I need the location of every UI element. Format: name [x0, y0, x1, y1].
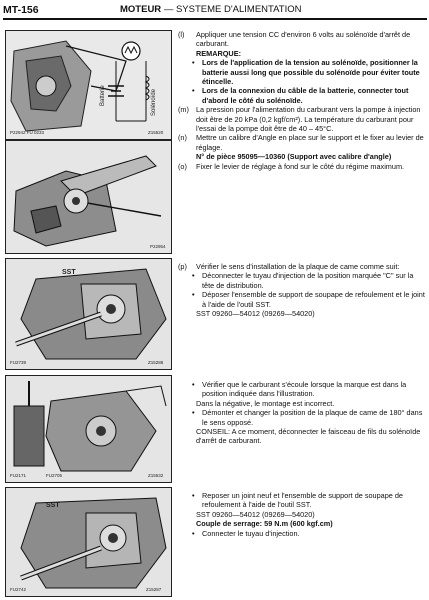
- step-m: (m) La pression pour l'alimentation du carburant vers la pompe à injection doit être de 20 kPa (0,2 kgf/cm²). La température du carburant pour l'essai de la pompe doit être de 40 – 45°C.: [178, 105, 421, 134]
- sst-number: SST 09260—54012 (09269—54020): [196, 309, 315, 319]
- engine-illustration-2: [6, 141, 171, 253]
- list-item: • Reposer un joint neuf et l'ensemble de support de soupape de refoulement à l'aide de l'outil SST.: [192, 491, 403, 510]
- figure-fuel-check: [5, 375, 172, 483]
- header-rule: [3, 18, 427, 20]
- sst-label: SST: [62, 269, 76, 276]
- figure-ref: Z15520: [148, 130, 164, 135]
- step-p: (p) Vérifier le sens d'installation de la plaque de came comme suit:: [178, 262, 400, 271]
- list-item: • Démonter et changer la position de la plaque de came de 180° dans le sens opposé.: [192, 408, 423, 427]
- engine-illustration-3: [6, 259, 171, 369]
- negative-note: Dans la négative, le montage est incorrect.: [196, 398, 335, 408]
- step-l: (l) Appliquer une tension CC d'environ 6 volts au solénoïde d'arrêt de carburant.: [178, 30, 411, 49]
- list-item: • Déposer l'ensemble de support de soupape de refoulement et le joint à l'aide de l'outil SST.: [192, 290, 425, 309]
- figure-code: P22942 FU 0233: [10, 130, 45, 135]
- conseil-note: CONSEIL: A ce moment, déconnecter le faisceau de fils du solénoïde d'arrêt de carburant.: [196, 427, 421, 446]
- battery-label: Batterie: [100, 85, 106, 106]
- figure-code: FU2739: [10, 360, 27, 365]
- remark-title: REMARQUE:: [196, 48, 241, 58]
- figure-angle-gauge: [5, 140, 172, 254]
- remark-item: • Lors de la connexion du câble de la batterie, connecter tout d'abord le côté du solénoïde.: [192, 86, 409, 105]
- figure-code: FU2742: [10, 587, 27, 592]
- figure-code-2: FU2705: [46, 473, 63, 478]
- figure-ref: Z15287: [146, 587, 162, 592]
- page-number: MT-156: [3, 4, 39, 16]
- figure-ref: Z15532: [148, 473, 164, 478]
- sst-label: SST: [46, 502, 60, 509]
- torque-spec: Couple de serrage: 59 N.m (600 kgf.cm): [196, 519, 333, 529]
- engine-illustration-4: [6, 376, 171, 482]
- text-block-2: [178, 262, 425, 318]
- page-header: [0, 0, 429, 22]
- engine-illustration-5: [6, 488, 171, 596]
- list-item: • Vérifier que le carburant s'écoule lorsque la marque est dans la position indiquée dans l'illustration.: [192, 380, 407, 399]
- step-o: (o) Fixer le levier de réglage à fond sur le côté du régime maximum.: [178, 161, 405, 171]
- engine-illustration-1: [6, 31, 171, 139]
- text-block-3: [178, 380, 425, 446]
- sst-number: SST 09260—54012 (09269—54020): [196, 509, 315, 519]
- figure-valve-holder: [5, 487, 172, 597]
- text-block-4: [178, 491, 425, 538]
- figure-ref: Z15286: [148, 360, 164, 365]
- list-item: • Déconnecter le tuyau d'injection de la position marquée "C" sur la tête de distribution.: [192, 271, 414, 290]
- text-block-1: [178, 30, 425, 171]
- step-n: (n) Mettre un calibre d'Angle en place sur le support et le fixer au levier de réglage. N° de pièce 95095—10360 (Support avec calibre d'angle): [178, 133, 424, 162]
- figure-battery-solenoid: [5, 30, 172, 140]
- figure-code: P22954: [150, 244, 166, 249]
- remark-item: • Lors de l'application de la tension au solénoïde, positionner la batterie aussi long que possible du solénoïde pour éviter toute étincelle.: [192, 58, 420, 87]
- list-item: • Connecter le tuyau d'injection.: [192, 528, 300, 538]
- figure-cam-plate: [5, 258, 172, 370]
- figure-code: FU2171: [10, 473, 27, 478]
- solenoid-label: Solénoïde: [151, 88, 157, 116]
- page-title: MOTEUR — SYSTEME D'ALIMENTATION: [120, 4, 302, 15]
